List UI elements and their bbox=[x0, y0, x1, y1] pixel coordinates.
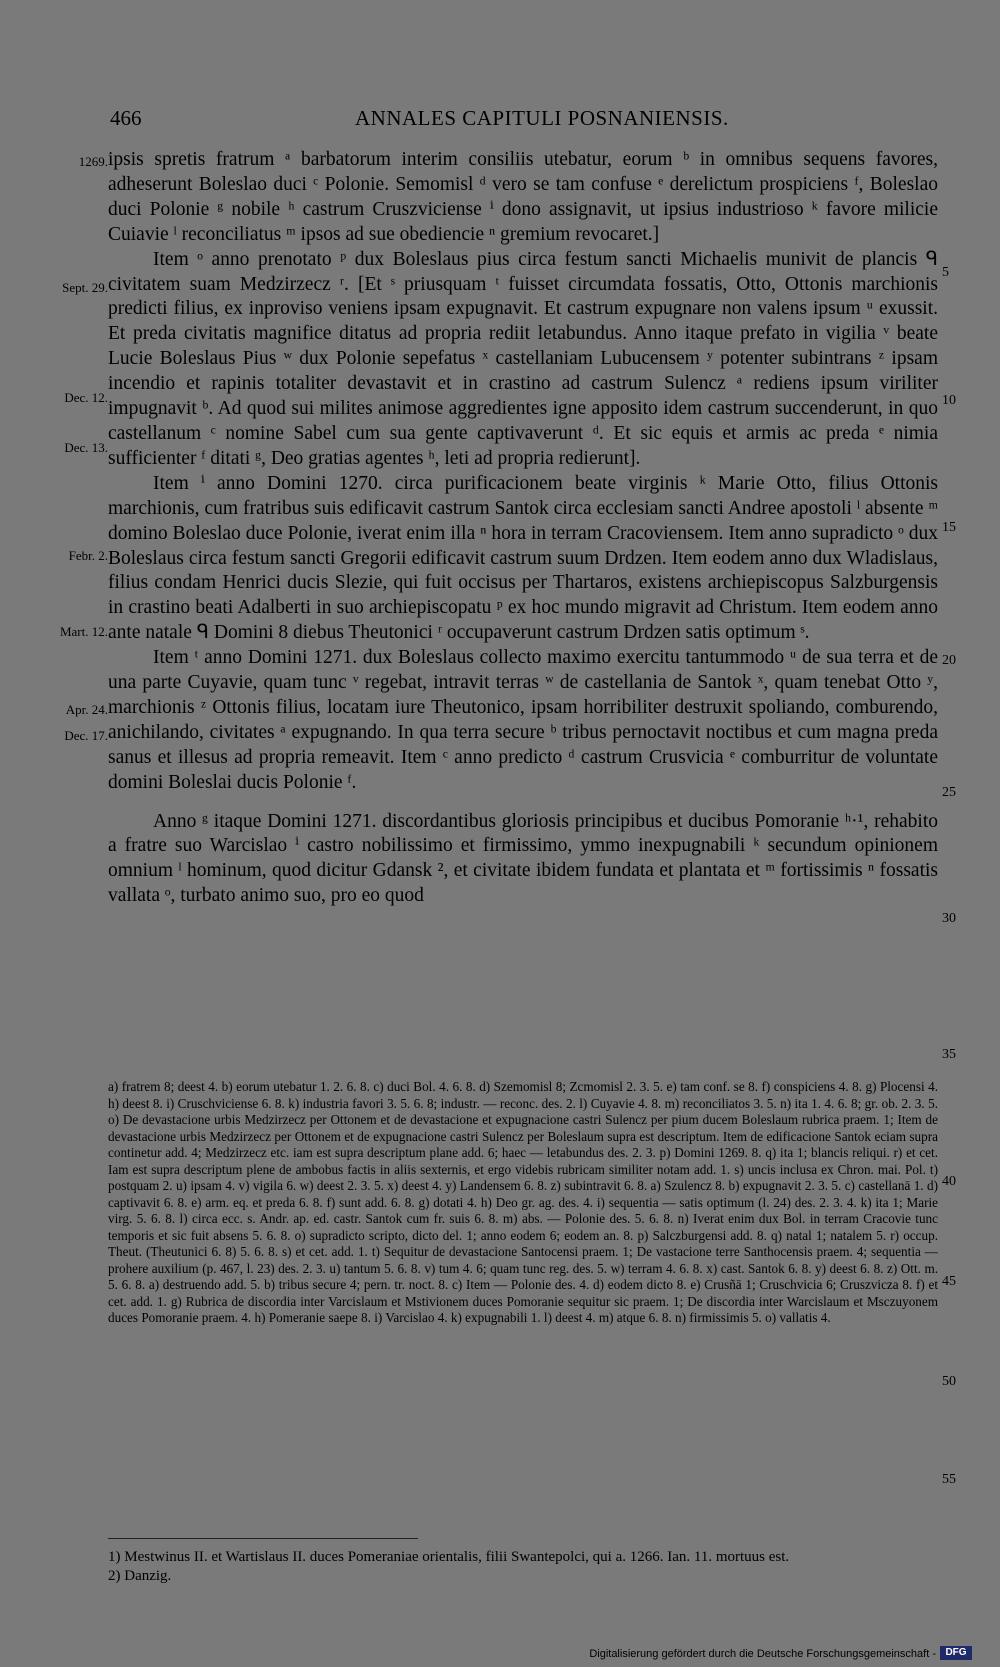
paragraph: Item ᵗ anno Domini 1271. dux Boleslaus collecto maximo exercitu tantummodo ᵘ de sua terra et de una parte Cuyavie, quam tunc ᵛ regebat, intravit terras ʷ de castellania de Santok ˣ, quam tenebat Otto ʸ, marchionis ᶻ Ottonis filius, locatam iure Theutonico, ipsam horribiliter destruxit spoliando, comburendo, anichilando, civitates ᵃ expugnando. In qua terra secure ᵇ tribus pernoctavit noctibus et cum magna preda sanus et illesus ad propria remeavit. Item ᶜ anno predicto ᵈ castrum Crusvicia ᵉ comburritur de voluntate domini Boleslai ducis Polonie ᶠ. bbox=[108, 647, 938, 793]
line-number: 30 bbox=[942, 911, 956, 926]
line-number: 40 bbox=[942, 1174, 956, 1189]
line-number: 15 bbox=[942, 520, 956, 535]
margin-date: Febr. 2. bbox=[68, 548, 108, 563]
apparatus-text: a) fratrem 8; deest 4. b) eorum utebatur 1. 2. 6. 8. c) duci Bol. 4. 6. 8. d) Szemomisl 8; Zcmomisl 2. 3. 5. e) tam conf. se 8. f) conspiciens 4. 8. g) Plocensi 4. h) deest 8. i) Cruschviciense 6. 8. k) industria favori 3. 5. 6. 8; industr. — reconc. des. 2. l) Cuyavie 4. 8. m) reconciliatos 3. 5. n) ita 1. 4. 6. 8; gr. ob. 2. 3. 5. o) De devastacione urbis Medzirzecz per Ottonem et de devastacione et expugnacione castri Sulencz per pium ducem Boleslaum rubrica praem. 1; Item de devastacione urbis Medzirzecz per Ottonem et de expugnacione castri Sulencz per Boleslaum supra est descriptum. Item de edificacione Santok eciam supra continetur add. 4; Medzirzecz etc. iam est supra descriptum plane add. 6; haec — letabundus des. 2. 3. p) Domini 1269. 8. q) ita 1; blancis reliqui. r) et cet. Iam est supra descriptum plene de ambobus factis in aliis sexternis, et ergo videbis rubricam similiter notam add. 1. s) uncis inclusa ex Chron. mai. Pol. t) postquam 2. u) ipsam 4. v) vigila 6. w) deest 2. 3. 5. x) deest 4. y) Landensem 6. 8. z) subintravit 6. 8. a) Szulencz 8. b) expugnavit 2. 3. 5. c) castellanā 1. d) captivavit 6. 8. e) arm. eq. et preda 6. 8. f) sunt add. 6. 8. g) dotati 4. h) Deo gr. ag. des. 4. i) sequentia — satis optimum (l. 24) des. 2. 3. 4. k) ita 1; Marie virg. 5. 6. 8. l) circa ecc. s. Andr. ap. ed. castr. Santok cum fr. suis 6. 8. m) abs. — Polonie des. 5. 6. 8. n) Iverat enim dux Bol. in terram Cracovie tunc temporis et sic fuit absens 5. 6. 8. o) supradicto scripto, dicto del. 1; anno eodem 6; eodem an. 8. p) Salczburgensi add. 8. q) natal 1; natalem 5. r) occup. Theut. (Theutunici 6. 8) 5. 6. 8. s) et cet. add. 1. t) Sequitur de devastacione Santocensi praem. 1; De vastacione terre Santhocensis praem. 4; sequentia — prohere auxilium (p. 467, l. 23) des. 2. 3. u) tantum 5. 6. 8. v) tum 4. 6; quam tunc reg. des. 5. w) terram 4. 6. 8. x) cast. Santok 6. 8. y) deest 6. 8. z) Ott. m. 5. 6. 8. a) destruendo add. 5. b) tribus secure 4; pern. tr. noct. 8. c) Item — Polonie des. 4. d) eodem dicto 8. e) Crusñā 1; Cruschvicia 6; Cruszvicza 8. f) et cet. add. 1. g) Rubrica de discordia inter Varcislaum et Mstivionem duces Pomoranie sequitur sic praem. 1; De discordia inter Warcislaum et Msczuyonem duces Pomoranie praem. 4. h) Pomeranie saepe 8. i) Varcislao 4. k) expugnabili 1. l) deest 4. m) atque 6. 8. n) firmissimis 5. o) vallatis 4. bbox=[108, 1079, 938, 1325]
margin-date: Dec. 12. bbox=[64, 390, 108, 405]
margin-date: Mart. 12. bbox=[59, 624, 108, 639]
digitization-credit: Digitalisierung gefördert durch die Deutsche Forschungsgemeinschaft - bbox=[589, 1648, 936, 1660]
line-number: 50 bbox=[942, 1374, 956, 1389]
footnotes bbox=[108, 1548, 938, 1586]
paragraph: ipsis spretis fratrum ᵃ barbatorum interim consiliis utebatur, eorum ᵇ in omnibus sequens favores, adheserunt Boleslao duci ᶜ Polonie. Semomisl ᵈ vero se tam confuse ᵉ derelictum prospiciens ᶠ, Boleslao duci Polonie ᵍ nobile ʰ castrum Cruszviciense ⁱ dono assignavit, ut ipsius industrioso ᵏ favore milicie Cuiavie ˡ reconciliatus ᵐ ipsos ad sue obediencie ⁿ gremium revocaret.] bbox=[108, 149, 938, 245]
page-number: 466 bbox=[110, 106, 142, 130]
margin-date: Apr. 24. bbox=[65, 702, 108, 717]
page-header bbox=[0, 106, 1000, 136]
footnote: 1) Mestwinus II. et Wartislaus II. duces Pomeraniae orientalis, filii Swantepolci, qui a. 1266. Ian. 11. mortuus est. bbox=[108, 1549, 790, 1565]
paragraph: Anno ᵍ itaque Domini 1271. discordantibus gloriosis principibus et ducibus Pomoranie ʰ·¹, rehabito a fratre suo Warcislao ⁱ castro nobilissimo et firmissimo, ymmo inexpugnabili ᵏ secundum opinionem omnium ˡ hominum, quod dicitur Gdansk ², et civitate ibidem fundata et plantata et ᵐ fortissimis ⁿ fossatis vallata ᵒ, turbato animo suo, pro eo quod bbox=[108, 810, 938, 907]
line-number: 55 bbox=[942, 1472, 956, 1487]
line-number: 20 bbox=[942, 653, 956, 668]
main-text bbox=[108, 148, 938, 909]
line-number: 5 bbox=[942, 265, 949, 280]
line-number: 35 bbox=[942, 1047, 956, 1062]
margin-date: Dec. 17. bbox=[64, 728, 108, 743]
margin-date: Sept. 29. bbox=[62, 280, 108, 295]
footnote-divider bbox=[108, 1538, 418, 1539]
paragraph: Item ⁱ anno Domini 1270. circa purificacionem beate virginis ᵏ Marie Otto, filius Ottonis marchionis, cum fratribus suis edificavit castrum Santok circa ecclesiam sancti Andree apostoli ˡ absente ᵐ domino Boleslao duce Polonie, iverat enim illa ⁿ hora in terram Cracoviensem. Item anno supradicto ᵒ dux Boleslaus circa festum sancti Gregorii edificavit castrum suum Drdzen. Item eodem anno dux Wladislaus, filius condam Henrici ducis Slezie, qui fuit occisus per Thartaros, existens archiepiscopus Salzburgensis in crastino beati Adalberti in suo archiepiscopatu ᵖ ex hoc mundo migravit ad Christum. Item eodem anno ante natale ᑫ Domini 8 diebus Theutonici ʳ occupaverunt castrum Drdzen satis optimum ˢ. bbox=[108, 472, 938, 644]
dfg-logo: DFG bbox=[940, 1646, 972, 1660]
line-number: 45 bbox=[942, 1274, 956, 1289]
line-number: 10 bbox=[942, 393, 956, 408]
paragraph: Item ᵒ anno prenotato ᵖ dux Boleslaus pius circa festum sancti Michaelis munivit de plancis ᑫ civitatem suam Medzirzecz ʳ. [Et ˢ priusquam ᵗ fuisset circumdata fossatis, Otto, Ottonis marchionis predicti filius, ex inproviso veniens ipsam expugnavit. Et castrum expugnare non valens ipsum ᵘ exussit. Et preda civitatis magnifice ditatus ad propria rediit letabundus. Anno itaque prefato in vigilia ᵛ beate Lucie Boleslaus Pius ʷ dux Polonie sepefatus ˣ castellaniam Lubucensem ʸ potenter subintrans ᶻ ipsam incendio et rapinis totaliter devastavit et in crastino ad castrum Sulencz ᵃ rediens ipsum viriliter impugnavit ᵇ. Ad quod sui milites animose aggredientes igne apposito idem castrum succenderunt, in quo castellanum ᶜ nomine Sabel cum sua gente captivaverunt ᵈ. Et sic equis et armis ac preda ᵉ nimia sufficienter ᶠ ditati ᵍ, Deo gratias agentes ʰ, leti ad propria redierunt]. bbox=[108, 248, 938, 469]
margin-date: 1269. bbox=[78, 154, 108, 169]
running-title: ANNALES CAPITULI POSNANIENSIS. bbox=[355, 106, 729, 130]
line-number: 25 bbox=[942, 785, 956, 800]
footnote: 2) Danzig. bbox=[108, 1568, 172, 1584]
critical-apparatus bbox=[108, 1079, 938, 1327]
margin-date: Dec. 13. bbox=[64, 440, 108, 455]
